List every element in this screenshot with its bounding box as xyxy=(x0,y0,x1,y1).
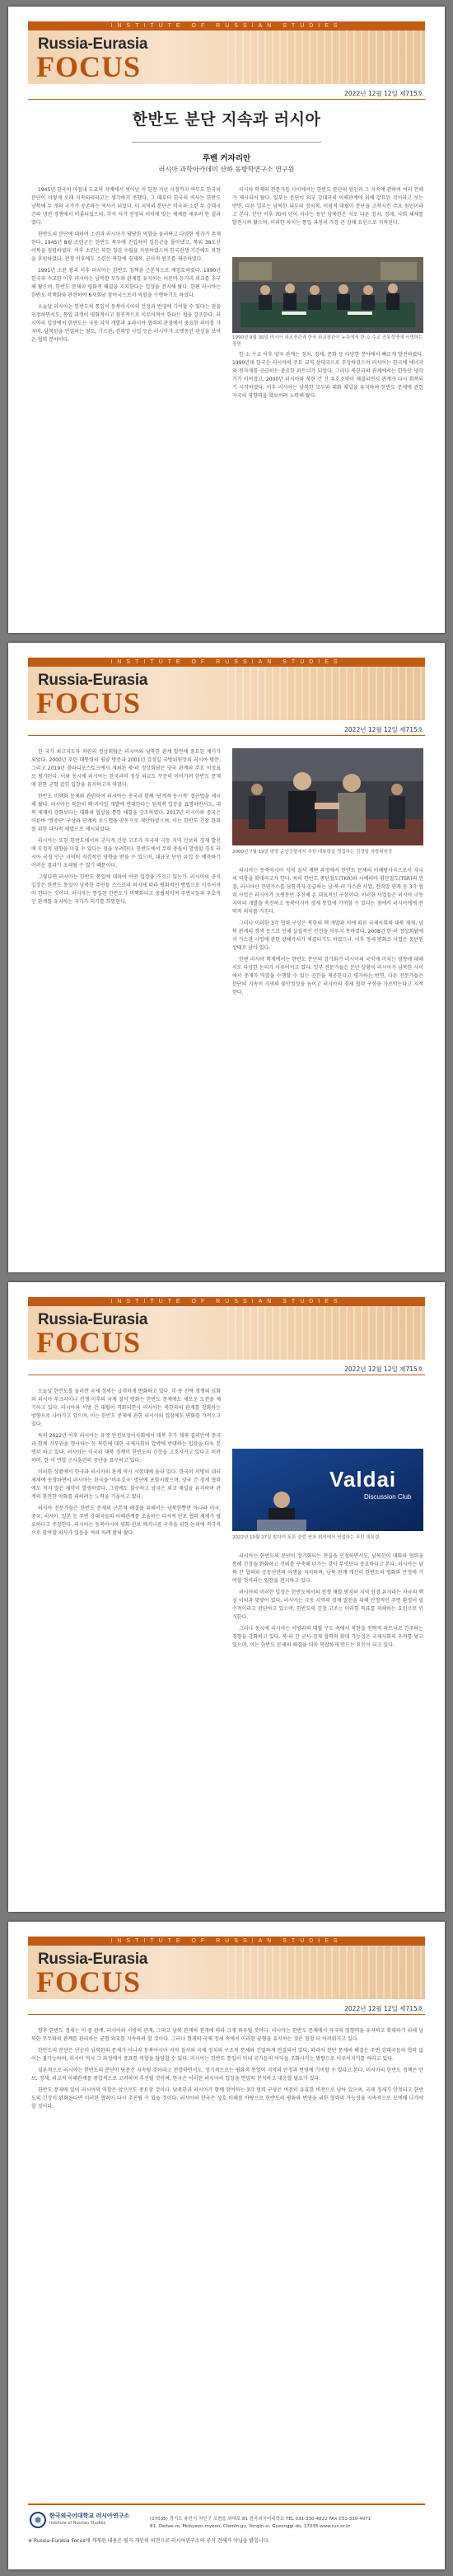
masthead-decoration xyxy=(227,1306,425,1360)
masthead-title-line2: FOCUS xyxy=(36,1965,142,1998)
article-author: 루벤 커자리안 xyxy=(202,154,251,163)
divider xyxy=(28,99,425,100)
paragraph: 1945년 한국이 마침내 도쿄의 지배에서 벗어난 지 한참 지난 시점까지 아무도 한국의 분단이 이렇게 오래 지속되리라고는 생각하지 못했다. 그 때부터 한국의 역사는 한반도 남북에 두 개의 국가가 공존하는 역사가 되었다. 이 지역의 분단은 미국과 소련 두 강대국 간의 냉전 경쟁에서 비롯되었으며, 각자 자기 진영의 이익에 맞는 체제를 세우려 한 결과였다. xyxy=(31,187,221,226)
page-2 xyxy=(8,643,445,1272)
masthead-decoration xyxy=(227,667,425,720)
footer-address-ko: (17035) 경기도 용인시 처인구 모현읍 외대로 81 한국외국어대학교 TEL 031-330-4822 FAX 031-330-4971 xyxy=(150,2517,371,2522)
valdai-logo-subtext: Discussion Club xyxy=(364,1493,412,1501)
masthead-title-line1: Russia-Eurasia xyxy=(38,1311,148,1328)
divider xyxy=(28,735,425,736)
signing-ceremony-photo xyxy=(232,257,423,333)
masthead-title-line1: Russia-Eurasia xyxy=(38,35,148,53)
paragraph: 러시아는 동북아시아 지역 질서 재편 과정에서 한반도 문제의 이해당사국으로서 자국의 역할을 확대하고자 한다. 특히 한반도 종단철도(TKR)와 시베리아 횡단철도(TSR)의 연결, 러시아산 천연가스를 남한까지 공급하는 남·북·러 가스관 사업, 전력망 연계 등 3각 협력 사업은 러시아가 오랫동안 추진해 온 대표적인 구상이다. 이러한 사업들은 러시아 극동 지역의 개발을 촉진하고 동북아시아 경제 통합에 기여할 수 있다는 점에서 러시아에게 전략적 의미를 가진다. xyxy=(232,868,423,915)
paragraph: 한반도 비핵화 문제와 관련하여 러시아는 중국과 함께 '단계적·동시적' 접근법을 제시해 왔다. 러시아는 북한의 핵·미사일 개발에 반대한다는 원칙적 입장을 표명하면서도, 대북 제재의 강화보다는 대화와 협상을 통한 해결을 강조하였다. 2017년 러시아와 중국은 이른바 '쌍중단' 구상과 단계적 로드맵을 공동으로 제안하였으며, 이는 한반도 긴장 완화를 위한 다자적 해법으로 제시되었다. xyxy=(31,794,221,832)
valdai-club-photo xyxy=(232,1449,423,1531)
masthead-title-line2: FOCUS xyxy=(36,686,142,719)
paragraph: 한반도의 분단에 대하여 소련과 러시아가 담당한 역할을 둘러싸고 다양한 평가가 존재한다. 1945년 8월 소련군은 한반도 북부에 진입하여 일본군을 몰아냈고, 북위 38도선 이북을 점령하였다. 이후 소련은 북한 정권 수립을 지원하였으며 한국전쟁 기간에도 북한을 후원하였다. 전쟁 이후에도 소련은 북한에 경제적, 군사적 원조를 제공하였다. xyxy=(31,232,221,262)
p3-column-left xyxy=(31,1388,221,1899)
issue-line: 2022년 12월 12일 제715호 xyxy=(344,726,423,733)
issue-line: 2022년 12월 12일 제715호 xyxy=(344,2005,423,2012)
paragraph: 한 국가 최고지도자 차원의 정상회담은 러시아와 남북한 관계 발전에 중요한 계기가 되었다. 2000년 푸틴 대통령의 평양 방문과 2001년 김정일 국방위원장의 러시아 방문, 그리고 2019년 블라디보스토크에서 개최된 북·러 정상회담은 양국 관계의 주요 이정표로 평가된다. 이와 동시에 러시아는 한국과의 정상 외교도 꾸준히 이어가며 한반도 문제에 관한 균형 잡힌 입장을 유지하고자 하였다. xyxy=(31,749,221,788)
p1-column-right-top xyxy=(232,186,423,254)
headline-divider xyxy=(132,142,321,143)
p4-column-full xyxy=(31,2027,423,2299)
paragraph: 이러한 상황에서 한국과 러시아의 관계 역시 시험대에 올라 있다. 한국이 서방의 대러 제재에 동참하면서 러시아는 한국을 '비우호국' 명단에 포함시켰으며, 양국 간 경제 협력에도 적지 않은 제약이 발생하였다. 그럼에도 불구하고 양국은 외교 채널을 유지하며 관계의 완전한 악화를 피하려는 노력을 기울이고 있다. xyxy=(31,1469,221,1500)
paragraph: 향후 한반도 정세는 미·중 관계, 러시아와 서방의 관계, 그리고 남북 관계의 전개에 따라 크게 좌우될 것이다. 러시아는 한반도 문제에서 자국의 영향력을 유지하고 확대하기 위해 남북한 모두와의 관계를 관리하는 균형 외교를 지속하려 할 것이다. 그러나 현재의 국제 정세 속에서 이러한 균형을 유지하는 것은 점점 더 어려워지고 있다. xyxy=(31,2028,423,2042)
masthead-banner xyxy=(28,658,425,720)
paragraph: 러시아 전문가들은 한반도 문제의 근본적 해결을 위해서는 남북한뿐만 아니라 미국, 중국, 러시아, 일본 등 주변 강대국들의 이해관계를 조율하는 다자적 안보 협력 체제가 필요하다고 주장한다. 러시아는 동북아시아 평화·안보 메커니즘 구축을 위한 논의에 적극적으로 참여할 의사가 있음을 여러 차례 밝혀 왔다. xyxy=(31,1506,221,1536)
masthead-title-line1: Russia-Eurasia xyxy=(38,1951,148,1968)
valdai-logo-text: Valdai xyxy=(329,1467,397,1492)
photo-caption: 2000년 7월 19일 평양 순안공항에서 푸틴 대통령을 영접하는 김정일 국방위원장 xyxy=(232,850,393,855)
masthead-title-line1: Russia-Eurasia xyxy=(38,672,148,689)
paragraph: 러시아 학계와 전문가들 사이에서는 한반도 분단의 원인과 그 지속에 관하여 여러 견해가 제시되어 왔다. 일부는 분단이 외부 강대국의 이해관계에 의해 강요된 것이라고 보는 반면, 다른 일부는 남북한 내부의 정치적, 이념적 대립이 분단을 고착시킨 주요 원인이라고 본다. 분단 이후 70여 년이 지나는 동안 남북한은 서로 다른 정치, 경제, 사회 체제를 발전시켜 왔으며, 이러한 차이는 통일 과정의 가장 큰 장애 요인으로 지적된다. xyxy=(232,187,423,226)
masthead-decoration xyxy=(227,1946,425,1999)
page-1 xyxy=(8,7,445,633)
issue-line: 2022년 12월 12일 제715호 xyxy=(344,1365,423,1373)
institute-logo-icon xyxy=(30,2512,46,2528)
footer-org-name-en: Institute of Russian Studies xyxy=(49,2521,106,2526)
masthead-institute-strip: INSTITUTE OF RUSSIAN STUDIES xyxy=(28,21,425,30)
paragraph: 러시아의 이러한 입장은 한반도에서의 전쟁 재발 방지와 지역 안정 유지라는 자국의 핵심 이익과 맞닿아 있다. 러시아는 극동 지역의 경제 발전을 위해 안정적인 주변 환경이 필수적이라고 판단하고 있으며, 한반도의 긴장 고조는 이러한 목표를 저해하는 요인으로 인식한다. xyxy=(232,1590,423,1620)
paragraph: 오늘날 러시아는 한반도의 통일이 동북아시아의 안정과 번영에 기여할 수 있다는 점을 인정하면서도, 통일 과정이 평화적이고 점진적으로 이루어져야 한다는 점을 강조한다. 러시아의 입장에서 한반도는 극동 지역 개발과 유라시아 협력의 관점에서 중요한 의미를 가지며, 남북한을 연결하는 철도, 가스관, 전력망 사업 등은 러시아가 오랫동안 관심을 보여 온 협력 분야이다. xyxy=(31,304,221,343)
divider xyxy=(28,2014,425,2015)
page-4 xyxy=(8,1922,445,2569)
airport-welcome-photo xyxy=(232,748,423,845)
paragraph: 결론적으로 러시아는 한반도의 분단이 당분간 지속될 것이라고 전망하면서도, 장기적으로는 평화적 통일이 지역의 안정과 번영에 기여할 수 있다고 본다. 러시아의 한반도 정책은 안보, 경제, 외교적 이해관계를 종합적으로 고려하여 추진될 것이며, 한국은 이러한 러시아의 입장을 면밀히 분석하고 대응할 필요가 있다. xyxy=(31,2068,423,2082)
photo-caption: 2022년 10월 27일 발다이 토론 클럽 연차 회의에서 연설하는 푸틴 대통령 xyxy=(232,1535,380,1540)
article-headline: 한반도 분단 지속과 러시아 xyxy=(132,110,321,129)
p2-column-left xyxy=(31,748,221,1259)
masthead-title-line2: FOCUS xyxy=(36,1326,142,1359)
footer-address-en: 81, Oedae-ro, Mohyeon-myeon, Cheoin-gu, Yongin-si, Gyeonggi-do, 17035 www.rus.or.kr xyxy=(150,2524,351,2529)
p2-column-right xyxy=(232,867,423,1259)
paragraph: 오늘날 한반도를 둘러싼 국제 정세는 급격하게 변화하고 있다. 미·중 전략 경쟁의 심화와 러시아·우크라이나 전쟁 이후의 국제 질서 변화는 한반도 문제에도 새로운 도전을 제기하고 있다. 러시아와 서방 간 대립이 격화되면서 러시아는 북한과의 관계를 강화하는 방향으로 나아가고 있으며, 이는 한반도 문제에 관한 러시아의 입장에도 변화를 가져오고 있다. xyxy=(31,1389,221,1427)
paragraph: 그러나 이러한 3각 협력 구상은 북한의 핵 개발과 이에 따른 국제사회의 대북 제재, 남북 관계의 경색 등으로 인해 실질적인 진전을 이루지 못하였다. 2008년 한·러 정상회담에서 가스관 사업에 관한 양해각서가 체결되기도 하였으나, 이후 정세 변화로 사업은 중단된 상태로 남아 있다. xyxy=(232,920,423,951)
paragraph: 특히 2022년 이후 러시아는 유엔 안전보장이사회에서 대북 추가 제재 결의안에 중국과 함께 거부권을 행사하는 등 북한에 대한 국제사회의 압박에 반대하는 입장을 더욱 분명히 하고 있다. 러시아는 미국의 대북 정책이 한반도의 긴장을 고조시키고 있다고 비판하며, 한·미 연합 군사훈련의 중단을 요구하고 있다. xyxy=(31,1433,221,1464)
masthead-decoration xyxy=(227,30,425,84)
masthead-institute-strip: INSTITUTE OF RUSSIAN STUDIES xyxy=(28,1937,425,1946)
paragraph: 한반도 문제에 있어 러시아의 역할은 앞으로도 중요할 것이다. 남북한과 러시아가 함께 참여하는 3각 협력 구상은 여전히 유효한 비전으로 남아 있으며, 국제 정세가 안정되고 한반도의 긴장이 완화된다면 이러한 협력이 다시 추진될 수 있을 것이다. 러시아와 한국은 상호 이해를 바탕으로 한반도의 평화와 번영을 위한 협력의 가능성을 지속적으로 모색해 나가야 할 것이다. xyxy=(31,2087,423,2110)
article-affiliation: 러시아 과학아카데미 산하 동방학연구소 연구원 xyxy=(158,166,295,173)
paragraph: 한편 러시아 학계에서는 한반도 분단의 장기화가 러시아의 국익에 미치는 영향에 대해서도 다양한 논의가 이루어지고 있다. 일부 전문가들은 분단 상황이 러시아가 남북한 사이에서 중재자 역할을 수행할 수 있는 공간을 제공한다고 평가하는 반면, 다른 전문가들은 분단의 지속이 지역의 불안정성을 높이고 러시아의 경제 협력 구상을 가로막는다고 지적한다. xyxy=(232,957,423,995)
footer-address xyxy=(150,2515,371,2529)
photo-caption: 1990년 9월 30일 러시아 외교장관과 한국 외교장관이 뉴욕에서 한·소 수교 공동성명에 서명하는 장면 xyxy=(232,335,423,347)
masthead-institute-strip: INSTITUTE OF RUSSIAN STUDIES xyxy=(28,658,425,667)
paragraph: 그렇다면 러시아는 한반도 통일에 대하여 어떤 입장을 가지고 있는가. 러시아의 공식 입장은 한반도 통일이 남북한 주민들 스스로의 의지에 따라 평화적인 방법으로 이루어져야 한다는 것이다. 러시아는 통일된 한반도가 비핵화되고 중립적이며 주변국들과 우호적인 관계를 유지하는 국가가 되기를 희망한다. xyxy=(31,874,221,905)
masthead-banner xyxy=(28,1297,425,1360)
p1-column-right-bottom xyxy=(232,351,423,582)
paragraph: 한·소 수교 이후 양국 관계는 정치, 경제, 문화 등 다양한 분야에서 빠르게 발전하였다. 1990년대 한국은 러시아의 주요 교역 상대국으로 부상하였으며 러시아는 한국에 에너지와 원자재를 공급하는 중요한 파트너가 되었다. 그러나 북한과의 관계에서는 한동안 냉각기가 이어졌고, 2000년 러시아와 북한 간 신 우호조약이 체결되면서 관계가 다시 회복되기 시작하였다. 이후 러시아는 남북한 모두와 대화 채널을 유지하며 한반도 문제에 관한 자국의 영향력을 확보하려 노력해 왔다. xyxy=(232,352,423,399)
masthead-banner xyxy=(28,21,425,84)
paragraph: 그러나 동시에 러시아는 서방과의 대립 구도 속에서 북한을 전략적 파트너로 간주하는 경향을 강화하고 있다. 북·러 간 군사·경제 협력의 확대 가능성은 국제사회의 우려를 낳고 있으며, 이는 한반도 문제의 해결을 더욱 복잡하게 만드는 요인이 되고 있다. xyxy=(232,1626,423,1648)
p1-column-left xyxy=(31,186,221,582)
paragraph: 한반도의 분단은 단순히 남북한의 문제가 아니라 동북아시아 지역 질서와 국제 정치의 구조적 문제와 긴밀하게 연결되어 있다. 따라서 분단 문제의 해결은 주변 강대국들의 협력 없이는 불가능하며, 러시아 역시 그 과정에서 중요한 역할을 담당할 수 있다. 러시아는 한반도 통일이 역내 국가들의 이익을 조화시키는 방향으로 이루어지기를 바라고 있다. xyxy=(31,2048,423,2062)
issue-line: 2022년 12월 12일 제715호 xyxy=(344,90,423,97)
paragraph: 러시아는 또한 한반도에서의 군사적 긴장 고조가 자국의 극동 지역 안보와 경제 발전에 부정적 영향을 미칠 수 있다는 점을 우려한다. 한반도에서 무력 충돌이 발생할 경우 러시아 국경 인근 지역이 직접적인 영향을 받을 수 있으며, 대규모 난민 유입 등 예측하기 어려운 결과가 초래될 수 있기 때문이다. xyxy=(31,838,221,869)
masthead-banner xyxy=(28,1937,425,1999)
masthead-title-line2: FOCUS xyxy=(36,50,142,83)
masthead-institute-strip: INSTITUTE OF RUSSIAN STUDIES xyxy=(28,1297,425,1306)
footer-org-name: 한국외국어대학교 러시아연구소 xyxy=(49,2513,130,2519)
paragraph: 러시아는 한반도의 분단이 장기화되는 현실을 인정하면서도, 남북한이 대화와 협력을 통해 긴장을 완화하고 신뢰를 구축해 나가는 것이 무엇보다 중요하다고 본다. 러시아는 남북 간 합의와 공동선언의 이행을 지지하며, 남북 관계 개선이 한반도의 평화와 안정에 기여할 것이라는 입장을 견지하고 있다. xyxy=(232,1553,423,1584)
page-3 xyxy=(8,1282,445,1912)
paragraph: 1991년 소련 붕괴 이후 러시아는 한반도 정책을 근본적으로 재검토하였다. 1990년 한국과 수교한 이후 러시아는 남북한 모두와 관계를 유지하는 이른바 등거리 외교를 추구해 왔으며, 한반도 문제의 평화적 해결을 지지한다는 입장을 견지해 왔다. 한편 러시아는 한반도 비핵화와 관련하여 6자회담 참여국으로서 역할을 수행하기도 하였다. xyxy=(31,268,221,298)
footer-disclaimer: ※ Russia-Eurasia Focus에 게재된 내용은 필자 개인의 의견으로 러시아연구소의 공식 견해가 아님을 밝힙니다. xyxy=(28,2538,270,2544)
p3-column-right xyxy=(232,1553,423,1899)
footer-divider xyxy=(28,2503,425,2505)
